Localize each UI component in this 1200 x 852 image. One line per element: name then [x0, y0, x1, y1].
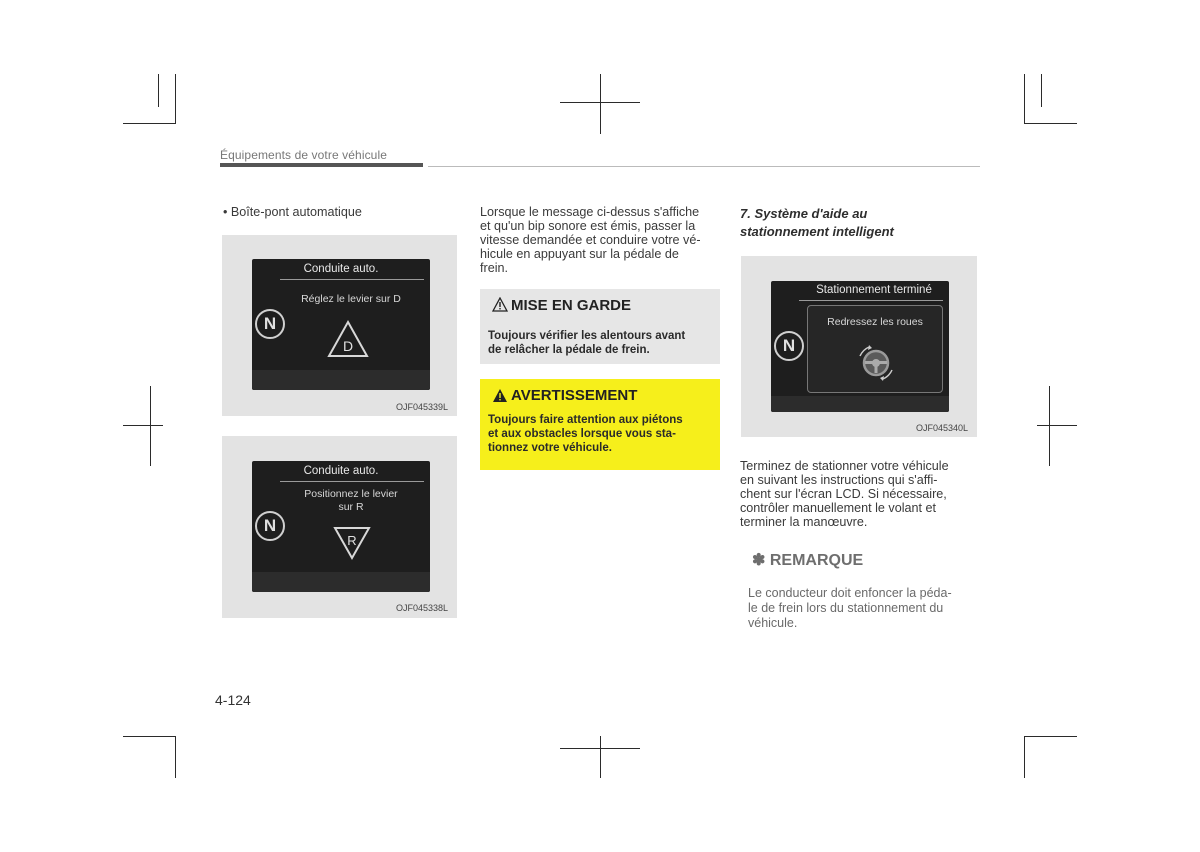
screen-message-line1: Positionnez le levier — [304, 488, 398, 500]
figure-parking-complete — [741, 256, 977, 437]
lcd-screen — [252, 259, 430, 390]
warning-text: Toujours faire attention aux piétons et aux obstacles lorsque vous sta- tionnez votre véhicule. — [488, 414, 683, 454]
steering-wheel-icon — [855, 344, 897, 382]
svg-text:R: R — [347, 533, 357, 548]
screen-message: Redressez les roues — [827, 316, 923, 328]
shift-instruction-paragraph: Lorsque le message ci-dessus s'affiche et qu'un bip sonore est émis, passer la vitesse demandée et conduire votre vé- hicule en appuyant sur la pédale de frein. — [480, 205, 701, 275]
parking-complete-paragraph: Terminez de stationner votre véhicule en suivant les instructions qui s'affi- chent sur l'écran LCD. Si nécessaire, contrôler manuellement le volant et terminer la manœuvre. — [740, 459, 949, 529]
screen-title: Stationnement terminé — [816, 284, 932, 296]
gear-indicator: N — [774, 331, 804, 361]
screen-message-line2: sur R — [338, 501, 364, 513]
lcd-screen — [771, 281, 949, 412]
message-panel — [807, 305, 943, 393]
section-heading-parking-assist: 7. Système d'aide au stationnement intelligent — [740, 206, 894, 239]
caution-box — [480, 289, 720, 364]
figure-code: OJF045338L — [396, 603, 449, 613]
caution-warning-icon — [492, 297, 508, 312]
figure-shift-to-r — [222, 436, 457, 618]
gear-indicator: N — [255, 511, 285, 541]
header-rule-light — [428, 166, 980, 167]
bullet-automatic-transmission: • Boîte-pont automatique — [223, 205, 362, 219]
shift-r-warning-icon — [332, 525, 372, 561]
note-text: Le conducteur doit enfoncer la péda- le de frein lors du stationnement du véhicule. — [748, 586, 952, 630]
section-header: Équipements de votre véhicule — [220, 148, 387, 162]
screen-title: Conduite auto. — [303, 465, 379, 477]
lcd-screen — [252, 461, 430, 592]
figure-code: OJF045339L — [396, 402, 449, 412]
warning-box — [480, 379, 720, 470]
figure-shift-to-d — [222, 235, 457, 416]
header-rule-dark — [220, 163, 423, 167]
svg-text:D: D — [342, 338, 354, 354]
shift-d-warning-icon — [326, 319, 370, 359]
warning-title: AVERTISSEMENT — [511, 387, 638, 404]
warning-triangle-icon — [492, 388, 508, 403]
screen-title: Conduite auto. — [303, 263, 379, 275]
note-title: ✽ REMARQUE — [752, 552, 864, 569]
page-number: 4-124 — [215, 692, 251, 708]
caution-text: Toujours vérifier les alentours avant de relâcher la pédale de frein. — [488, 330, 686, 356]
caution-title: MISE EN GARDE — [511, 297, 632, 314]
gear-indicator: N — [255, 309, 285, 339]
screen-message: Réglez le levier sur D — [301, 293, 401, 305]
figure-code: OJF045340L — [916, 423, 969, 433]
